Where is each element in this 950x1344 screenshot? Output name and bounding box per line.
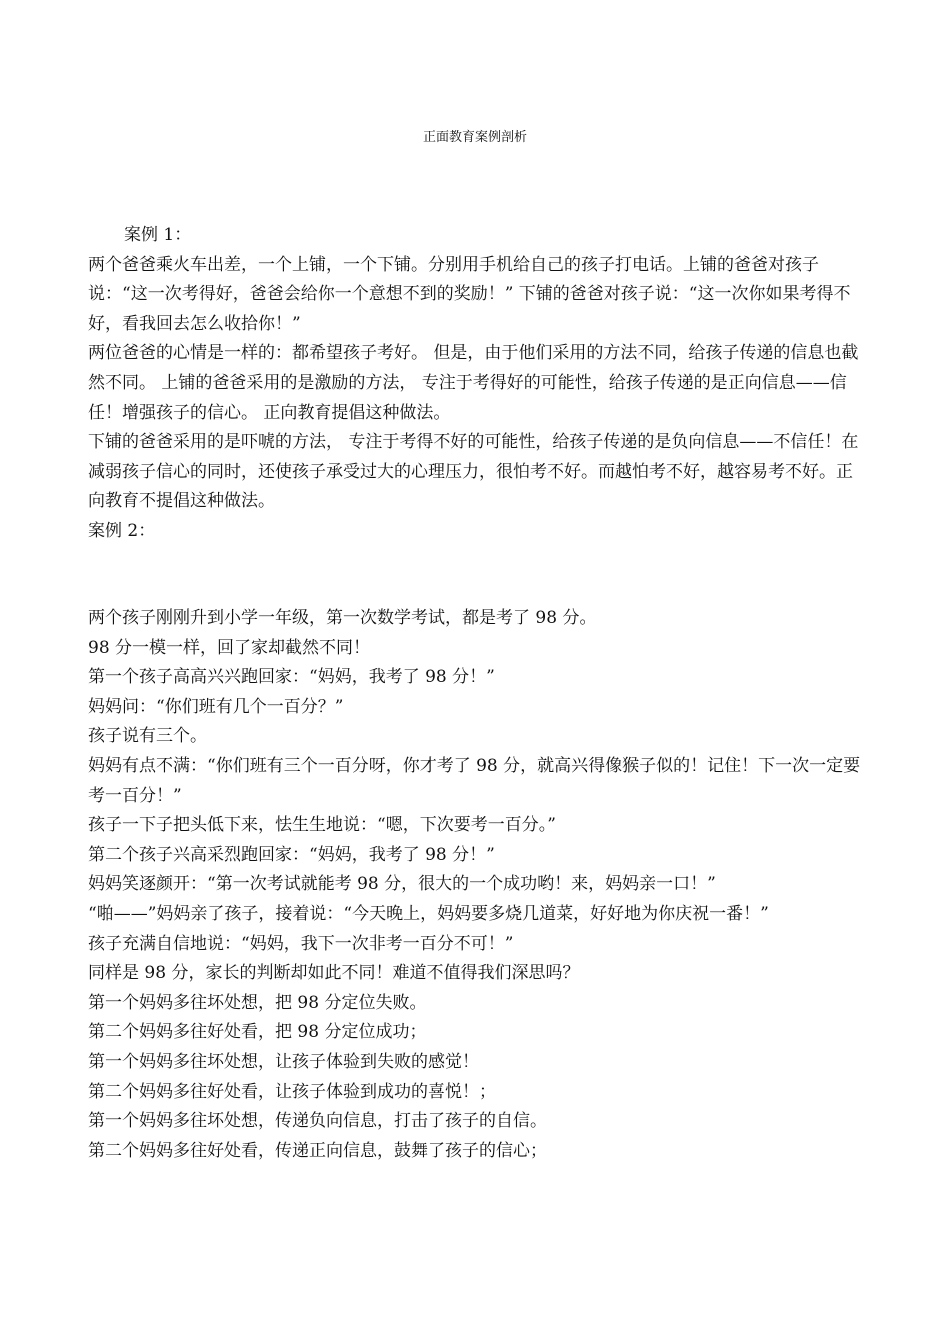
case-1-paragraph: 两位爸爸的心情是一样的：都希望孩子考好。 但是，由于他们采用的方法不同，给孩子传递的信息也截然不同。 上铺的爸爸采用的是激励的方法， 专注于考得好的可能性，给孩子传递的是正向信息——信任！增强孩子的信心。 正向教育提倡这种做法。 [88,343,859,423]
case-2-paragraph: 第一个妈妈多往坏处想，让孩子体验到失败的感觉！ [88,1051,479,1072]
case-2-paragraph: 第二个妈妈多往好处看，把 98 分定位成功； [88,1022,427,1043]
case-2-paragraph: 孩子一下子把头低下来，怯生生地说：“嗯，下次要考一百分。” [88,815,556,836]
case-2-paragraph: 第一个妈妈多往坏处想，传递负向信息，打击了孩子的自信。 [88,1111,547,1132]
case-1-paragraph: 两个爸爸乘火车出差，一个上铺，一个下铺。分别用手机给自己的孩子打电话。上铺的爸爸对孩子说：“这一次考得好，爸爸会给你一个意想不到的奖励！” 下铺的爸爸对孩子说：“这一次你如果考得不好，看我回去怎么收拾你！” [88,254,851,334]
case-1-paragraph: 下铺的爸爸采用的是吓唬的方法， 专注于考得不好的可能性，给孩子传递的是负向信息——不信任！在减弱孩子信心的同时，还使孩子承受过大的心理压力，很怕考不好。而越怕考不好，越容易考不好。正向教育不提倡这种做法。 [88,432,859,512]
case-2-paragraph: “啪——”妈妈亲了孩子，接着说：“今天晚上，妈妈要多烧几道菜，好好地为你庆祝一番！” [88,903,769,924]
case-2-paragraph: 两个孩子刚刚升到小学一年级，第一次数学考试，都是考了 98 分。 [88,608,597,628]
case-2-paragraph: 第一个妈妈多往坏处想，把 98 分定位失败。 [88,992,427,1013]
case-1-section [88,221,868,547]
case-2-paragraph: 98 分一模一样，回了家却截然不同！ [88,637,371,658]
case-2-paragraph: 妈妈问：“你们班有几个一百分？” [88,696,344,717]
case-2-section [88,604,868,1166]
case-2-paragraph: 妈妈有点不满：“你们班有三个一百分呀，你才考了 98 分，就高兴得像猴子似的！记住！下一次一定要考一百分！” [88,755,861,806]
case-2-paragraph: 第二个妈妈多往好处看，传递正向信息，鼓舞了孩子的信心； [88,1140,547,1161]
case-2-paragraph: 孩子说有三个。 [88,726,207,747]
case-2-paragraph: 第一个孩子高高兴兴跑回家：“妈妈，我考了 98 分！” [88,667,495,688]
document-title: 正面教育案例剖析 [422,130,527,145]
case-2-paragraph: 同样是 98 分，家长的判断却如此不同！难道不值得我们深思吗？ [88,963,580,984]
case-1-heading: 案例 1： [124,225,192,245]
case-2-paragraph: 孩子充满自信地说：“妈妈，我下一次非考一百分不可！” [88,933,514,954]
case-2-paragraph: 第二个孩子兴高采烈跑回家：“妈妈，我考了 98 分！” [88,844,495,865]
case-2-paragraph: 第二个妈妈多往好处看，让孩子体验到成功的喜悦！； [88,1081,496,1102]
case-2-heading: 案例 2： [88,520,156,541]
case-2-paragraph: 妈妈笑逐颜开：“第一次考试就能考 98 分，很大的一个成功哟！来，妈妈亲一口！” [88,874,716,895]
